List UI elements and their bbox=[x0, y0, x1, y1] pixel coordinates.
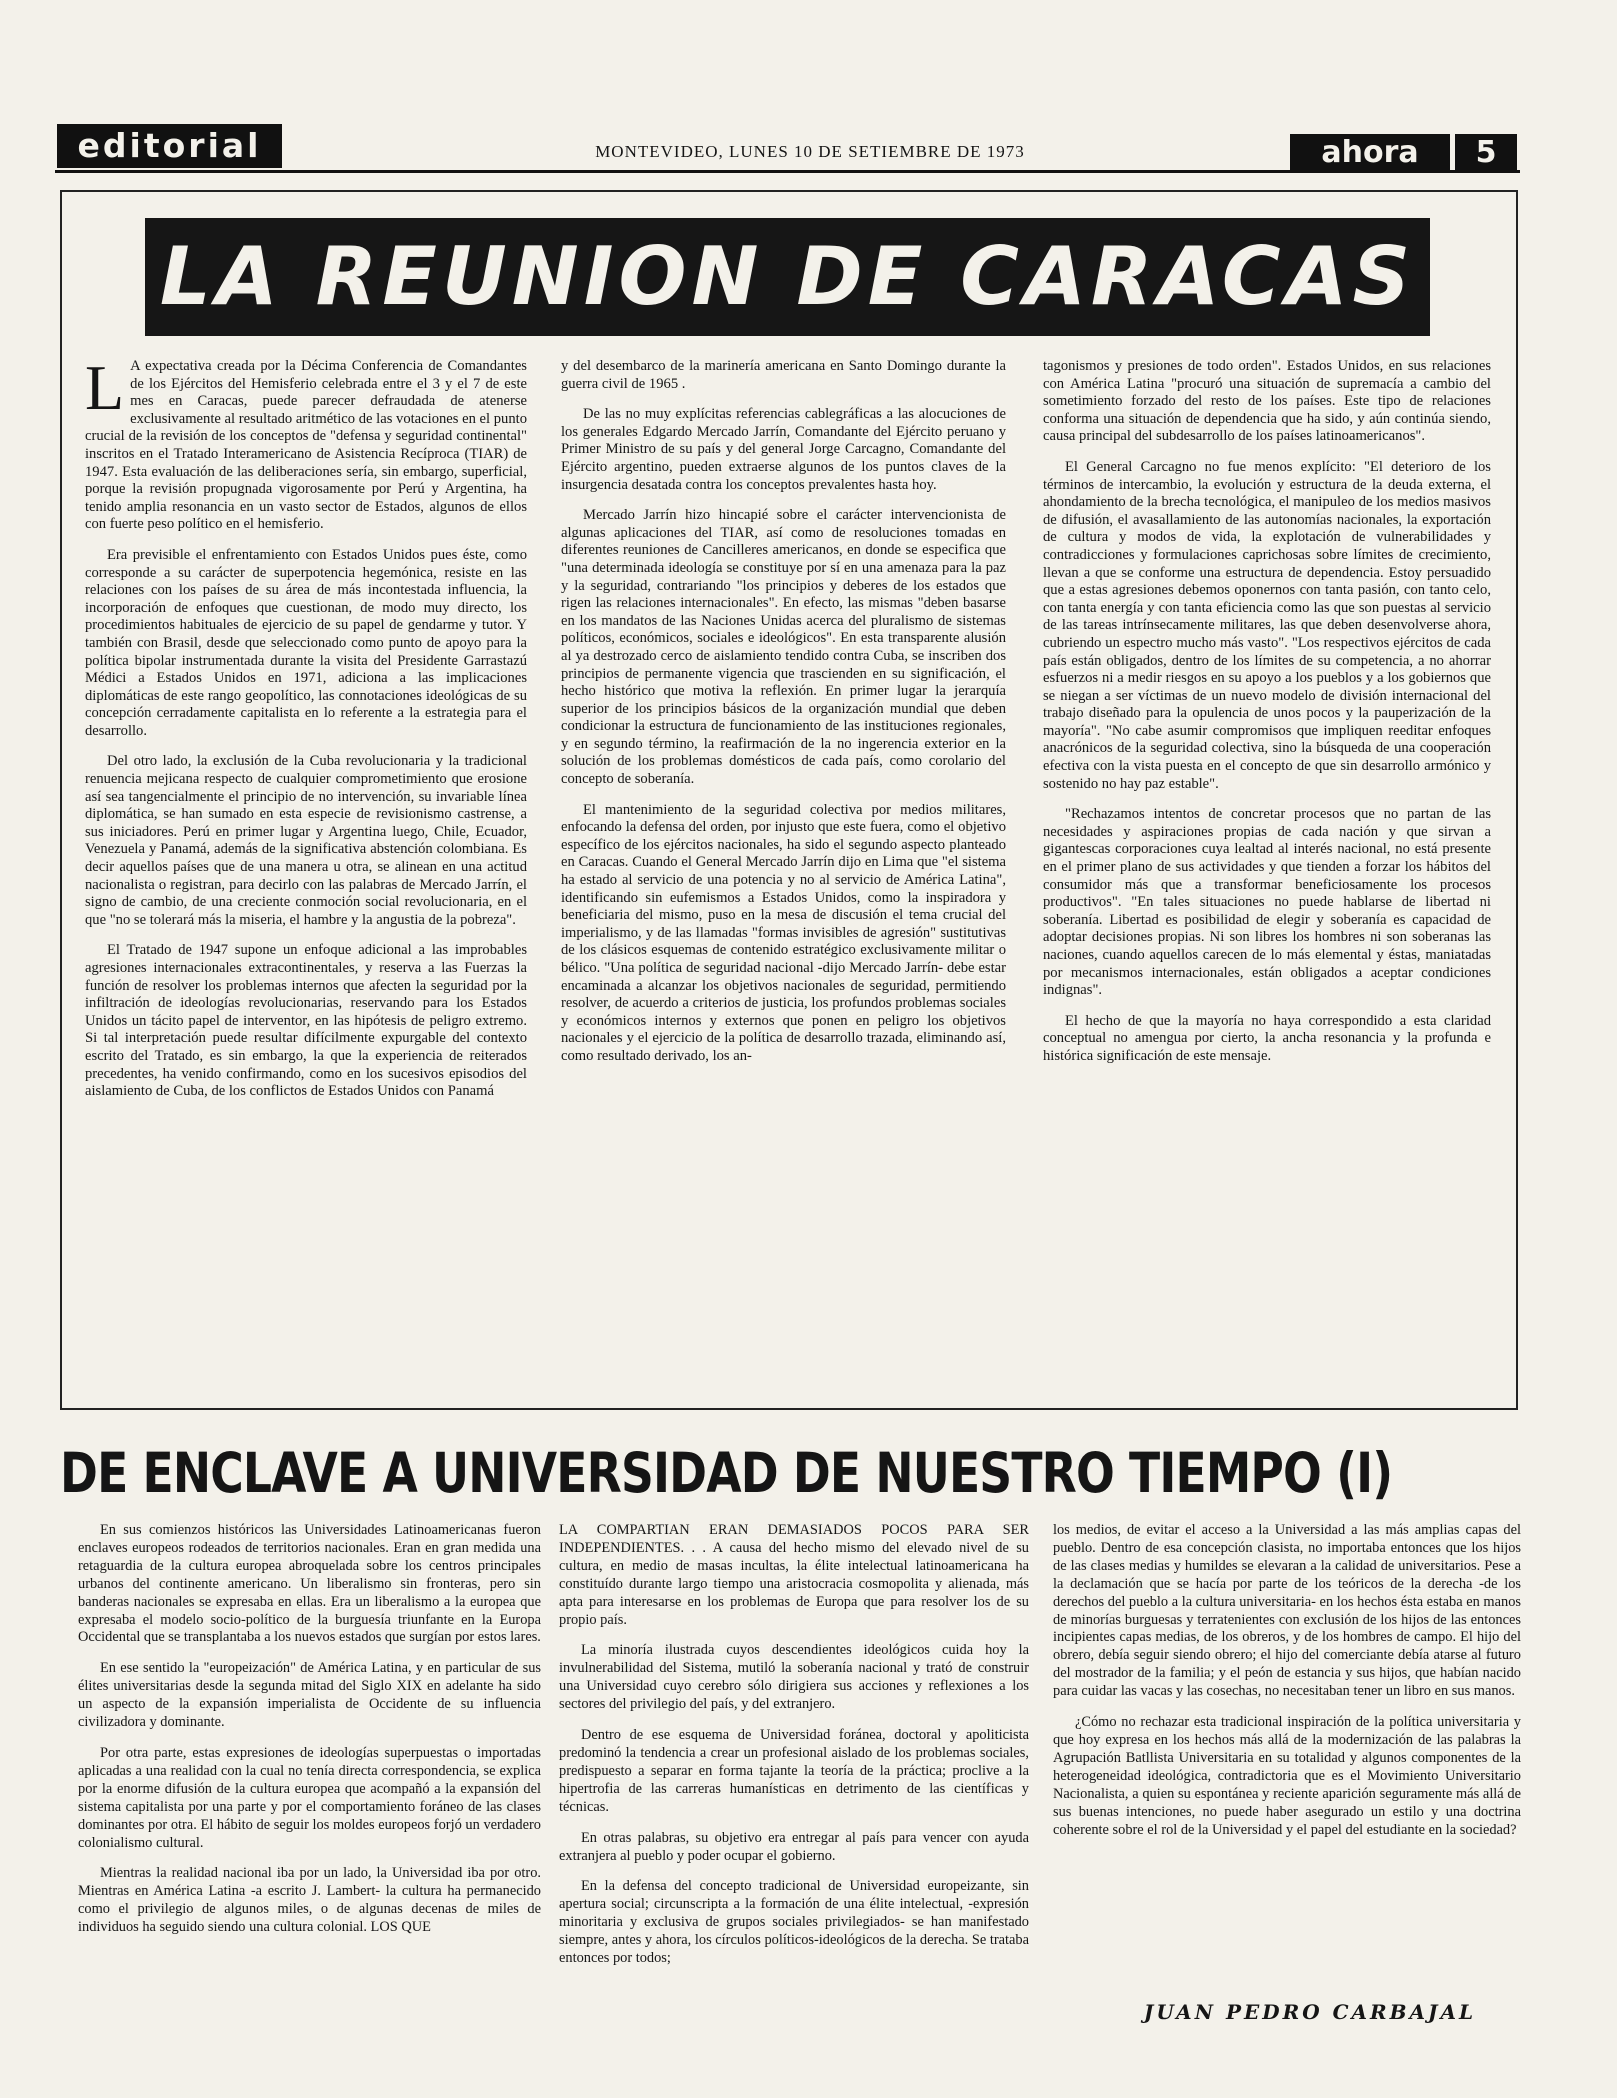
article2-column-2 bbox=[559, 1522, 1029, 1981]
paragraph: Por otra parte, estas expresiones de ideologías superpuestas o importadas aplicadas a una realidad con la cual no tenía directa correspondencia, se explica por la enorme difusión de la cultura europea que acompañó a la expansión del sistema capitalista por una parte y por el comportamiento foráneo de las clases dominantes por otra. El hábito de seguir los moldes europeos forjó un verdadero colonialismo cultural. bbox=[78, 1744, 541, 1851]
paragraph: tagonismos y presiones de todo orden". Estados Unidos, en sus relaciones con América Latina "procuró una situación de supremacía a cambio del sometimiento forzado del resto de los países. Este tipo de relaciones conforma una situación de dependencia que ha sido, y aún continúa siendo, causa principal del subdesarrollo de los países latinoamericanos". bbox=[1043, 358, 1491, 445]
paragraph: Era previsible el enfrentamiento con Estados Unidos pues éste, como corresponde a su carácter de superpotencia hegemónica, resiste en las relaciones con los países de su área de más incontestada influencia, la incorporación de enfoques que cuestionan, de modo muy directo, los procedimientos habituales de ejercicio de su papel de gendarme y tutor. Y también con Brasil, desde que seleccionado como punto de apoyo para la política bipolar instrumentada durante la visita del Presidente Garrastazú Médici a Estados Unidos en 1971, adiciona a las implicaciones diplomáticas de este rango geopolítico, las connotaciones ideológicas de su concepción cerradamente capitalista en lo referente a la estrategia para el desarrollo. bbox=[85, 546, 527, 739]
header-rule bbox=[55, 170, 1520, 173]
paragraph: y del desembarco de la marinería americana en Santo Domingo durante la guerra civil de 1965 . bbox=[561, 358, 1006, 392]
paragraph: Dentro de ese esquema de Universidad foránea, doctoral y apoliticista predominó la tendencia a crear un profesional aislado de los problemas sociales, predispuesto a separar en forma tajante la teoría de la práctica; proclive a la hipertrofia de las carreras humanísticas en detrimento de las científicas y técnicas. bbox=[559, 1727, 1029, 1815]
paragraph: Del otro lado, la exclusión de la Cuba revolucionaria y la tradicional renuencia mejicana respecto de cualquier comprometimiento que erosione así sea tangencialmente el principio de no intervención, su invariable línea diplomática, se han sumado en esta especie de revisionismo castrense, a sus iniciadores. Perú en primer lugar y Argentina luego, Chile, Ecuador, Venezuela y Panamá, además de la significativa abstención colombiana. Es decir aquellos países que de una manera u otra, se alinean en una actitud nacionalista o registran, para decirlo con las palabras de Mercado Jarrín, el signo de cambio, de una creciente conmoción social revolucionaria, en el que "no se tolerará más la miseria, el hambre y la angustia de la pobreza". bbox=[85, 753, 527, 928]
article2-headline: DE ENCLAVE A UNIVERSIDAD DE NUESTRO TIEMPO (I) bbox=[60, 1441, 1393, 1505]
paragraph: los medios, de evitar el acceso a la Universidad a las más amplias capas del pueblo. Dentro de esa concepción clasista, no importaba entonces que los hijos de las clases medias y humildes se elevaran a la calidad de universitarios. Pese a la declamación que se hacía por parte de los teóricos de la derecha -de los derechos del pueblo a la cultura universitaria- en los hechos ésta estaba en manos de minorías burguesas y terratenientes con exclusión de los hijos de las entonces incipientes capas medias, de los obreros, y de los hombres de campo. El hijo del obrero, debía seguir siendo obrero; el hijo del comerciante debía atarse al futuro del mostrador de la familia; y el peón de estancia y sus hijos, que habían nacido para cuidar las vacas y las cosechas, no necesitaban tener un libro en sus manos. bbox=[1053, 1522, 1521, 1700]
article2-column-1 bbox=[78, 1522, 541, 1950]
paragraph: Mientras la realidad nacional iba por un lado, la Universidad iba por otro. Mientras en América Latina -a escrito J. Lambert- la cultura ha permanecido como el privilegio de algunos miles, o de algunas decenas de miles de individuos ha seguido siendo una cultura colonial. LOS QUE bbox=[78, 1865, 541, 1936]
paragraph: En otras palabras, su objetivo era entregar al país para vencer con ayuda extranjera al pueblo y poder ocupar el gobierno. bbox=[559, 1829, 1029, 1864]
paragraph: Mercado Jarrín hizo hincapié sobre el carácter intervencionista de algunas aplicaciones del TIAR, así como de resoluciones tomadas en diferentes reuniones de Cancilleres americanos, en donde se especifica que "una determinada ideología se constituye por sí en una amenaza para la paz y la seguridad, contrariando "los principios y deberes de los estados que rigen las relaciones internacionales". En efecto, las mismas "deben basarse en los mandatos de las Naciones Unidas acerca del pluralismo de sistemas políticos, económicos, sociales e ideológicos". En esta transparente alusión al ya destrozado cerco de aislamiento tendido contra Cuba, se inscriben dos principios de permanente vigencia que trascienden en su significación, el hecho histórico que motiva la reflexión. En primer lugar la jerarquía superior de los principios básicos de la organización mundial que deben condicionar la estructura de funcionamiento de las instituciones regionales, y en segundo término, la reafirmación de la no ingerencia exterior en la solución de los problemas domésticos de cada país, como corolario del concepto de soberanía. bbox=[561, 507, 1006, 788]
paragraph: En ese sentido la "europeización" de América Latina, y en particular de sus élites universitarias desde la segunda mitad del Siglo XIX en adelante ha sido un aspecto de la expansión imperialista de Occidente de su influencia civilizadora y dominante. bbox=[78, 1660, 541, 1731]
page-number: 5 bbox=[1455, 134, 1517, 172]
paragraph: A expectativa creada por la Décima Conferencia de Comandantes de los Ejércitos del Hemisferio celebrada entre el 3 y el 7 de este mes en Caracas, puede parecer defraudada de atenerse exclusivamente al resultado aritmético de las votaciones en el punto crucial de la revisión de los conceptos de "defensa y seguridad continental" inscritos en el Tratado Interamericano de Asistencia Recíproca (TIAR) de 1947. Esta evaluación de las deliberaciones sería, sin embargo, superficial, porque la revisión propugnada vigorosamente por Perú y Argentina, ha tenido amplia resonancia en un vasto sector de Estados, algunos de ellos con fuerte peso político en el hemisferio. bbox=[85, 358, 527, 533]
paragraph: El General Carcagno no fue menos explícito: "El deterioro de los términos de intercambio, la evolución y estructura de la deuda externa, el ahondamiento de la brecha tecnológica, el manipuleo de los medios masivos de difusión, el avasallamiento de las autonomías nacionales, la exportación de cultura y modos de vida, la explotación de vulnerabilidades y contradicciones y formulaciones caprichosas sobre límites de crecimiento, llevan a que se conforme una estructura de dependencia. Estoy persuadido que a estas agresiones debemos oponernos con tanta pasión, con tanto celo, con tanta energía y con tanta eficiencia como las que son puestas al servicio de las tareas intrínsecamente militares, las que deben desenvolverse ahora, cubriendo un espectro mucho más vasto". "Los respectivos ejércitos de cada país están obligados, dentro de los límites de su competencia, a no ahorrar esfuerzos ni a medir riesgos en su apoyo a los pueblos y a los gobiernos que se niegan a ser víctimas de un nuevo modelo de división internacional del trabajo diseñado para la opulencia de unos pocos y la pauperización de la mayoría". "No cabe asumir compromisos que impliquen reeditar enfoques anacrónicos de la seguridad colectiva, sino la búsqueda de una cooperación efectiva con la vista puesta en el concepto de que sin desarrollo armónico y sostenido no hay paz estable". bbox=[1043, 458, 1491, 792]
paragraph: El hecho de que la mayoría no haya correspondido a esta claridad conceptual no amengua por cierto, la ancha resonancia y la profunda e histórica significación de este mensaje. bbox=[1043, 1012, 1491, 1064]
article1-column-2 bbox=[561, 358, 1006, 1079]
paragraph: El Tratado de 1947 supone un enfoque adicional a las improbables agresiones internacionales extracontinentales, y reserva a las Fuerzas la función de resolver los problemas internos que afecten la seguridad por la infiltración de ideologías revolucionarias, reservando para los Estados Unidos un tácito papel de interventor, en las hipótesis de peligro extremo. Si tal interpretación puede resultar difícilmente expurgable del contexto escrito del Tratado, es sin embargo, la que la experiencia de reiterados precedentes, ha venido confirmando, como en los sucesivos episodios del aislamiento de Cuba, de los conflictos de Estados Unidos con Panamá bbox=[85, 942, 527, 1100]
paragraph: En sus comienzos históricos las Universidades Latinoamericanas fueron enclaves europeos rodeados de territorios nacionales. Eran en gran medida una retaguardia de la cultura europea abroquelada sobre los centros principales urbanos del continente americano. Un liberalismo sin fronteras, pero sin banderas nacionales se expresaba en ellas. Era un liberalismo a la europea que expresaba el modelo socio-político de la burguesía triunfante en la Europa Occidental que se transplantaba a los nuevos estados que surgían por estos lares. bbox=[78, 1522, 541, 1646]
paragraph: En la defensa del concepto tradicional de Universidad europeizante, sin apertura social; circunscripta a la formación de una élite intelectual, -expresión minoritaria y exclusiva de grupos sociales privilegiados- se han manifestado siempre, antes y ahora, los círculos políticos-ideológicos de la derecha. Se trataba entonces por todos; bbox=[559, 1878, 1029, 1967]
paragraph: ¿Cómo no rechazar esta tradicional inspiración de la política universitaria y que hoy expresa en los hechos más allá de la modernización de las palabras la Agrupación Batllista Universitaria en su totalidad y algunos componentes de la heterogeneidad ideológica, contradictoria que es el Movimiento Universitario Nacionalista, a quien su espontánea y reciente aparición seguramente más allá de sus buenas intenciones, no puede haber asegurado un estilo y una doctrina coherente sobre el rol de la Universidad y el papel del estudiante en la sociedad? bbox=[1053, 1714, 1521, 1838]
drop-cap: L bbox=[85, 352, 125, 423]
paragraph: El mantenimiento de la seguridad colectiva por medios militares, enfocando la defensa del orden, por injusto que este fuera, como el objetivo específico de los ejércitos nacionales, ha sido el segundo aspecto planteado en Caracas. Cuando el General Mercado Jarrín dijo en Lima que "el sistema ha estado al servicio de una potencia y no al servicio de América Latina", identificando sin eufemismos a Estados Unidos, como la inspiradora y beneficiaria del mismo, puso en la mesa de discusión el tema crucial del imperialismo, y de las llamadas "formas invisibles de agresión" sustitutivas de los clásicos esquemas de contenido estratégico exclusivamente militar o bélico. "Una política de seguridad nacional -dijo Mercado Jarrín- debe estar encaminada a alcanzar los objetivos nacionales de seguridad, permitiendo resolver, de acuerdo a criterios de justicia, los profundos problemas sociales y económicos internos y externos que ponen en peligro los objetivos nacionales y el ejercicio de la política de desarrollo trazada, eliminando así, como resultado derivado, los an- bbox=[561, 801, 1006, 1064]
article-headline: LA REUNION DE CARACAS bbox=[145, 218, 1430, 336]
article1-column-1 bbox=[85, 352, 527, 1114]
article1-column-3 bbox=[1043, 358, 1491, 1079]
section-tag-editorial: editorial bbox=[57, 124, 282, 168]
paragraph: La minoría ilustrada cuyos descendientes ideológicos cuida hoy la invulnerabilidad del Sistema, mutiló la soberanía nacional y trató de construir una Universidad cuyo cerebro sólo dirigiera sus acciones y reflexiones a los sectores del privilegio del país, y del extranjero. bbox=[559, 1642, 1029, 1713]
paragraph: "Rechazamos intentos de concretar procesos que no partan de las necesidades y aspiraciones propias de cada nación y que sirvan a gigantescas corporaciones cuya lealtad al interés nacional, no está presente en el primer plano de sus actividades y que tienden a forzar los hábitos del consumidor más que a transformar beneficiosamente los procesos productivos". "En tales situaciones no puede hablarse de libertad ni soberanía. Libertad es posibilidad de elegir y soberanía es capacidad de adoptar decisiones propias. Ni son libres los hombres ni son soberanas las naciones, cuando aquellos carecen de lo más elemental y éstas, maniatadas por mecanismos internacionales, están obligados a aceptar condiciones indignas". bbox=[1043, 806, 1491, 999]
article2-column-3 bbox=[1053, 1522, 1521, 1852]
paragraph: LA COMPARTIAN ERAN DEMASIADOS POCOS PARA SER INDEPENDIENTES. . . A causa del hecho mismo del elevado nivel de su cultura, en medio de masas incultas, la élite intelectual latinoamericana ha constituído durante largo tiempo una aristocracia cosmopolita y alienada, más apta para interesarse en los problemas de Europa que para resolver los de su propio país. bbox=[559, 1522, 1029, 1628]
paragraph: De las no muy explícitas referencias cablegráficas a las alocuciones de los generales Edgardo Mercado Jarrín, Comandante del Ejército peruano y Primer Ministro de su país y del general Jorge Carcagno, Comandante del Ejército argentino, pueden extraerse algunos de los puntos claves de la insurgencia desatada contra los conceptos prevalentes hasta hoy. bbox=[561, 406, 1006, 493]
dateline: MONTEVIDEO, LUNES 10 DE SETIEMBRE DE 1973 bbox=[595, 142, 1025, 161]
newspaper-name: ahora bbox=[1290, 134, 1450, 172]
author-signature: JUAN PEDRO CARBAJAL bbox=[1143, 2000, 1477, 2024]
